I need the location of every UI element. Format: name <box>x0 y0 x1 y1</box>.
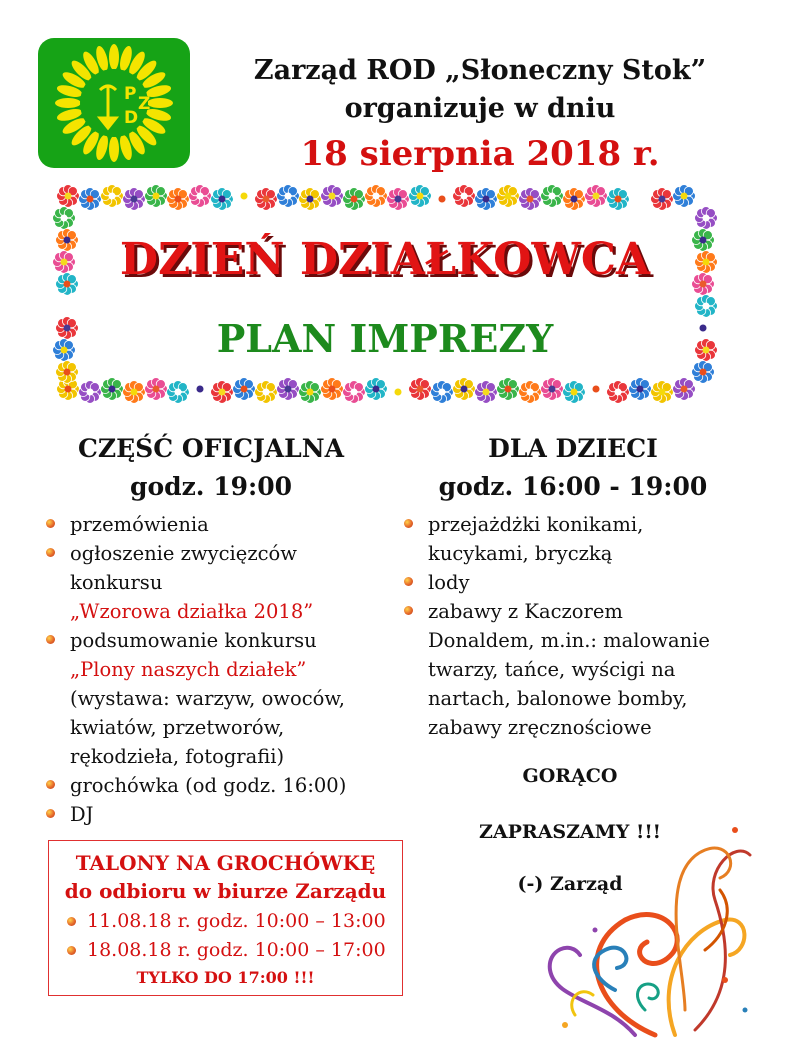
flower-icon <box>145 185 168 208</box>
flower-icon <box>629 185 652 208</box>
list-item: grochówka (od godz. 16:00) <box>40 771 390 800</box>
bullet-icon <box>46 809 55 818</box>
flower-icon <box>475 381 498 404</box>
flower-icon <box>607 188 630 211</box>
flower-icon <box>607 381 630 404</box>
list-item: lody <box>398 568 748 597</box>
flower-icon <box>629 378 652 401</box>
flower-frame <box>50 180 720 410</box>
flower-icon <box>409 378 432 401</box>
list-item: ogłoszenie zwycięzców konkursu „Wzorowa działka 2018” <box>40 539 390 626</box>
logo-letter-p: P <box>124 84 137 104</box>
flower-icon <box>53 207 76 230</box>
flower-icon <box>409 185 432 208</box>
flower-icon <box>299 188 322 211</box>
flower-icon <box>101 185 124 208</box>
official-title: CZĘŚĆ OFICJALNA <box>77 434 345 463</box>
flower-icon <box>695 207 718 230</box>
official-time: godz. 19:00 <box>129 472 293 501</box>
bullet-icon <box>404 577 413 586</box>
flower-icon <box>277 185 300 208</box>
coupon-title: TALONY NA GROCHÓWKĘ <box>75 851 376 875</box>
flower-icon <box>233 378 256 401</box>
flower-icon <box>453 185 476 208</box>
bullet-icon <box>46 780 55 789</box>
flower-icon <box>585 378 608 401</box>
flower-icon <box>255 188 278 211</box>
bullet-icon <box>46 548 55 557</box>
logo-letter-z: Z <box>138 94 151 114</box>
flower-icon <box>211 381 234 404</box>
coupon-subtitle: do odbioru w biurze Zarządu <box>64 879 387 903</box>
flower-icon <box>673 378 696 401</box>
header <box>200 52 760 178</box>
list-item: zabawy z Kaczorem Donaldem, m.in.: malowanie twarzy, tańce, wyścigi na nartach, balonowe bomby, zabawy zręcznościowe <box>398 597 748 742</box>
official-section <box>40 430 390 829</box>
flower-icon <box>123 381 146 404</box>
kids-section <box>398 430 748 742</box>
kids-time: godz. 16:00 - 19:00 <box>438 472 708 501</box>
flower-icon <box>321 185 344 208</box>
list-item: przejażdżki konikami, kucykami, bryczką <box>398 510 748 568</box>
flower-icon <box>453 378 476 401</box>
flower-icon <box>321 378 344 401</box>
list-item: DJ <box>40 800 390 829</box>
flower-icon <box>233 185 256 208</box>
kids-title: DLA DZIECI <box>488 434 658 463</box>
bullet-icon <box>67 946 76 955</box>
invite-line-2: ZAPRASZAMY !!! <box>479 821 661 843</box>
list-item: 11.08.18 r. godz. 10:00 – 13:00 <box>57 907 394 936</box>
coupon-dates <box>57 907 394 965</box>
flower-icon <box>563 381 586 404</box>
bullet-icon <box>46 635 55 644</box>
flower-icon <box>167 188 190 211</box>
flower-icon <box>211 188 234 211</box>
coupon-box <box>48 840 403 996</box>
flower-icon <box>343 381 366 404</box>
flower-icon <box>57 185 80 208</box>
contest-name: „Wzorowa działka 2018” <box>70 600 314 623</box>
signature: (-) Zarząd <box>517 873 623 895</box>
logo-letter-d: D <box>124 108 139 128</box>
list-item: podsumowanie konkursu „Plony naszych działek” (wystawa: warzyw, owoców, kwiatów, przetworów, rękodzieła, fotografii) <box>40 626 390 771</box>
flower-icon <box>475 188 498 211</box>
coupon-note: TYLKO DO 17:00 !!! <box>136 968 315 987</box>
organizes-line: organizuje w dniu <box>344 93 616 124</box>
flower-icon <box>101 378 124 401</box>
bullet-icon <box>46 519 55 528</box>
flower-icon <box>189 185 212 208</box>
flower-icon <box>563 188 586 211</box>
flower-icon <box>365 378 388 401</box>
kids-list <box>398 510 748 742</box>
flower-icon <box>497 185 520 208</box>
flower-icon <box>167 381 190 404</box>
bullet-icon <box>404 606 413 615</box>
flower-icon <box>189 378 212 401</box>
flower-icon <box>123 188 146 211</box>
flower-icon <box>387 188 410 211</box>
flower-icon <box>431 188 454 211</box>
flower-icon <box>255 381 278 404</box>
official-list <box>40 510 390 829</box>
flower-icon <box>541 378 564 401</box>
list-item: 18.08.18 r. godz. 10:00 – 17:00 <box>57 936 394 965</box>
invite-line-1: GORĄCO <box>522 765 618 787</box>
flower-icon <box>365 185 388 208</box>
event-date: 18 sierpnia 2018 r. <box>300 134 660 174</box>
event-title: DZIEŃ DZIAŁKOWCA <box>119 234 651 285</box>
flower-icon <box>519 381 542 404</box>
flower-icon <box>79 381 102 404</box>
flower-icon <box>541 185 564 208</box>
organizer-line: Zarząd ROD „Słoneczny Stok” <box>253 55 707 86</box>
flower-icon <box>431 381 454 404</box>
bullet-icon <box>404 519 413 528</box>
flower-icon <box>387 381 410 404</box>
flower-icon <box>277 378 300 401</box>
bullet-icon <box>67 917 76 926</box>
flower-icon <box>343 188 366 211</box>
flower-icon <box>651 381 674 404</box>
contest-name: „Plony naszych działek” <box>70 658 307 681</box>
flower-icon <box>519 188 542 211</box>
flower-icon <box>673 185 696 208</box>
pzd-logo <box>38 38 190 168</box>
flower-icon <box>497 378 520 401</box>
event-subtitle: PLAN IMPREZY <box>216 316 554 361</box>
flower-icon <box>651 188 674 211</box>
flower-icon <box>299 381 322 404</box>
list-item: przemówienia <box>40 510 390 539</box>
flower-icon <box>585 185 608 208</box>
flower-icon <box>79 188 102 211</box>
flower-icon <box>145 378 168 401</box>
invitation <box>440 756 700 904</box>
